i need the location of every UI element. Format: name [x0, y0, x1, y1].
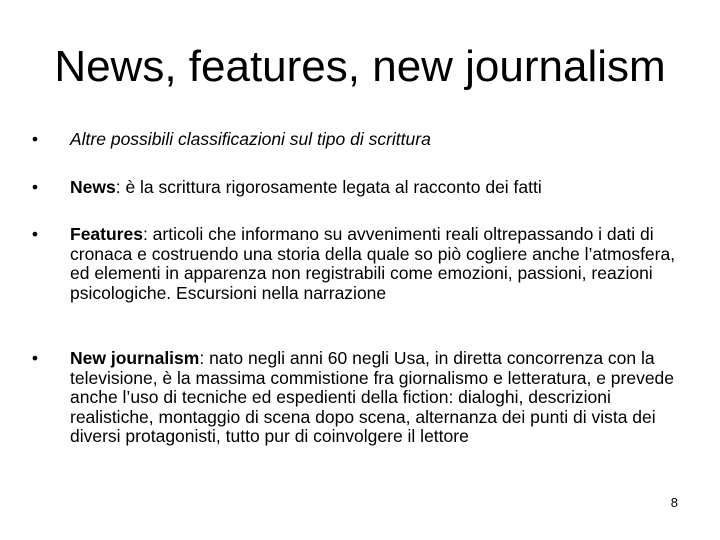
bullet-text: : nato negli anni 60 negli Usa, in diretta concorrenza con la televisione, è la massima commistione fra giornalismo e letteratura, e prevede anche l’uso di tecniche ed espedienti della fiction: dialoghi, descrizioni realistiche, montaggio di scena dopo scena, alternanza dei punti di vista dei diversi protagonisti, tutto pur di coinvolgere il lettore [70, 348, 675, 446]
bullet-content [70, 178, 682, 198]
slide-title: News, features, new journalism [54, 42, 666, 91]
bullet-term: New journalism [70, 348, 200, 368]
bullet-content [70, 225, 682, 303]
bullet-text: Altre possibili classificazioni sul tipo di scrittura [70, 129, 431, 149]
bullet-term: News [70, 177, 116, 197]
bullet-marker: • [31, 177, 39, 197]
bullet-content [70, 349, 682, 447]
bullet-text: : articoli che informano su avvenimenti reali oltrepassando i dati di cronaca e costruendo una storia della quale so piò cogliere anche l’atmosfera, ed elementi in apparenza non registrabili come emozioni, passioni, reazioni psicologiche. Escursioni nella narrazione [70, 224, 676, 303]
bullet-marker: • [31, 348, 39, 368]
bullet-marker: • [31, 129, 39, 149]
bullet-marker: • [31, 224, 39, 244]
bullet-text: : è la scrittura rigorosamente legata al racconto dei fatti [115, 177, 542, 197]
page-number: 8 [670, 495, 678, 510]
bullet-term: Features [70, 224, 143, 244]
